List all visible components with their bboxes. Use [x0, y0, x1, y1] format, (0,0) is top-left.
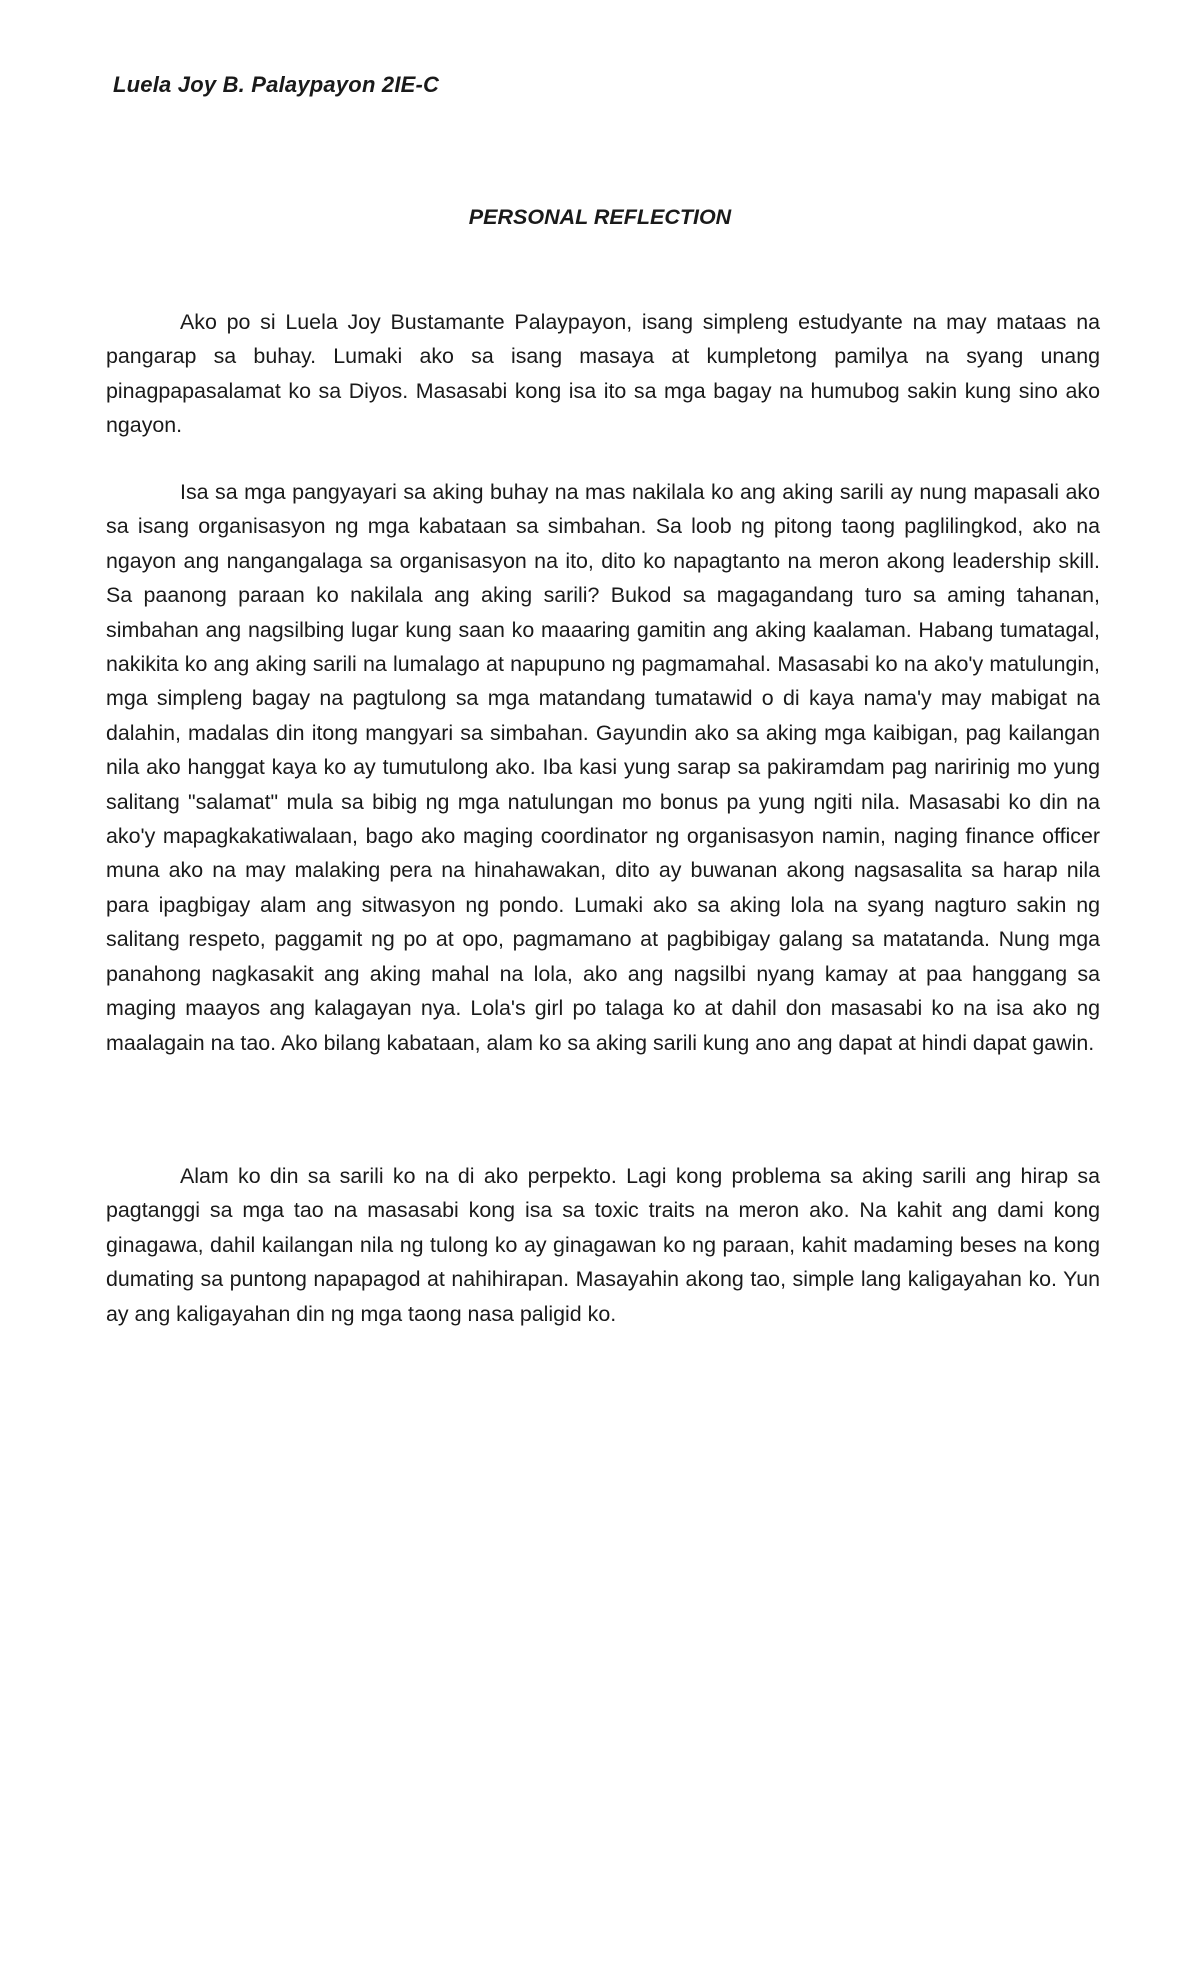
paragraph-3: Alam ko din sa sarili ko na di ako perpekto. Lagi kong problema sa aking sarili ang hirap sa pagtanggi sa mga tao na masasabi kong isa sa toxic traits na meron ako. Na kahit ang dami kong ginagawa, dahil kailangan nila ng tulong ko ay ginagawan ko ng paraan, kahit madaming beses na kong dumating sa puntong napapagod at nahihirapan. Masayahin akong tao, simple lang kaligayahan ko. Yun ay ang kaligayahan din ng mga taong nasa paligid ko.: [106, 1164, 1100, 1326]
paragraph-2: Isa sa mga pangyayari sa aking buhay na mas nakilala ko ang aking sarili ay nung mapasali ako sa isang organisasyon ng mga kabataan sa simbahan. Sa loob ng pitong taong paglilingkod, ako na ngayon ang nangangalaga sa organisasyon na ito, dito ko napagtanto na meron akong leadership skill. Sa paanong paraan ko nakilala ang aking sarili? Bukod sa magagandang turo sa aming tahanan, simbahan ang nagsilbing lugar kung saan ko maaaring gamitin ang aking kaalaman. Habang tumatagal, nakikita ko ang aking sarili na lumalago at napupuno ng pagmamahal. Masasabi ko na ako'y matulungin, mga simpleng bagay na pagtulong sa mga matandang tumatawid o di kaya nama'y may mabigat na dalahin, madalas din itong mangyari sa simbahan. Gayundin ako sa aking mga kaibigan, pag kailangan nila ako hanggat kaya ko ay tumutulong ako. Iba kasi yung sarap sa pakiramdam pag naririnig mo yung salitang "salamat" mula sa bibig ng mga natulungan mo bonus pa yung ngiti nila. Masasabi ko din na ako'y mapagkakatiwalaan, bago ako maging coordinator ng organisasyon namin, naging finance officer muna ako na may malaking pera na hinahawakan, dito ay buwanan akong nagsasalita sa harap nila para ipagbigay alam ang sitwasyon ng pondo. Lumaki ako sa aking lola na syang nagturo sakin ng salitang respeto, paggamit ng po at opo, pagmamano at pagbibigay galang sa matatanda. Nung mga panahong nagkasakit ang aking mahal na lola, ako ang nagsilbi nyang kamay at paa hanggang sa maging maayos ang kalagayan nya. Lola's girl po talaga ko at dahil don masasabi ko na isa ako ng maalagain na tao. Ako bilang kabataan, alam ko sa aking sarili kung ano ang dapat at hindi dapat gawin.: [106, 480, 1100, 1055]
author-name-section: Luela Joy B. Palaypayon 2IE-C: [113, 72, 440, 97]
paragraph-1: Ako po si Luela Joy Bustamante Palaypayon, isang simpleng estudyante na may mataas na pangarap sa buhay. Lumaki ako sa isang masaya at kumpletong pamilya na syang unang pinagpapasalamat ko sa Diyos. Masasabi kong isa ito sa mga bagay na humubog sakin kung sino ako ngayon.: [106, 310, 1100, 438]
page-title: PERSONAL REFLECTION: [468, 205, 732, 229]
